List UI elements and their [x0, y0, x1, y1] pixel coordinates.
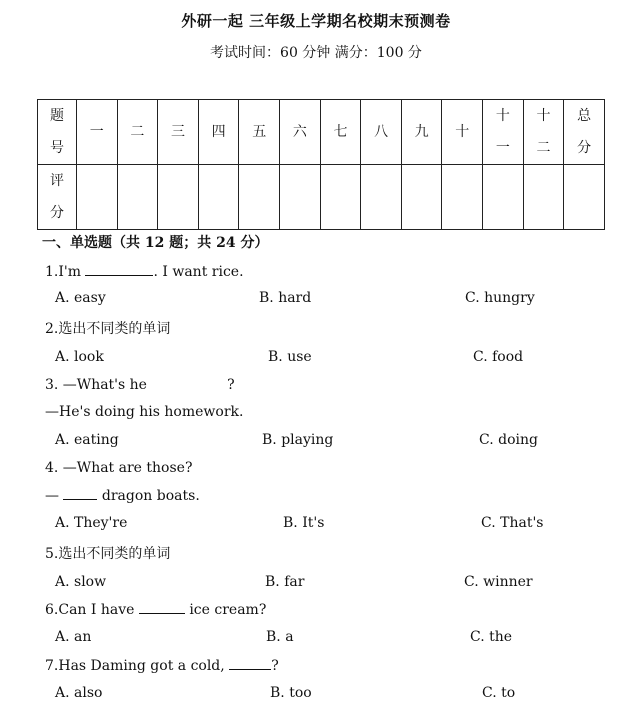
question-6-option-c[interactable]: C. the	[470, 629, 513, 645]
question-1-option-b[interactable]: B. hard	[259, 290, 312, 306]
section-heading: 一、单选题（共 12 题；共 24 分）	[42, 235, 269, 251]
question-7-option-c[interactable]: C. to	[482, 685, 516, 701]
column-header: 六	[280, 100, 321, 165]
question-5-prompt: 5.选出不同类的单词	[45, 546, 171, 562]
score-cell[interactable]	[280, 165, 321, 230]
score-cell[interactable]	[239, 165, 280, 230]
score-cell[interactable]	[401, 165, 442, 230]
question-text: 1.I'm	[45, 264, 82, 280]
question-3-option-b[interactable]: B. playing	[262, 432, 334, 448]
column-header: 三	[158, 100, 199, 165]
question-1-option-c[interactable]: C. hungry	[465, 290, 535, 306]
row-label-score	[38, 165, 77, 230]
question-5-option-c[interactable]: C. winner	[464, 574, 533, 590]
question-4-prompt: 4. —What are those?	[45, 460, 193, 476]
score-cell[interactable]	[483, 165, 524, 230]
question-5-option-a[interactable]: A. slow	[55, 574, 107, 590]
question-6-option-a[interactable]: A. an	[55, 629, 92, 645]
question-4-option-b[interactable]: B. It's	[283, 515, 325, 531]
question-7-option-b[interactable]: B. too	[270, 685, 312, 701]
score-table-score-row	[38, 165, 605, 230]
column-header: 九	[401, 100, 442, 165]
score-cell[interactable]	[320, 165, 361, 230]
column-header: 八	[361, 100, 402, 165]
question-2-option-b[interactable]: B. use	[268, 349, 312, 365]
score-cell[interactable]	[158, 165, 199, 230]
score-cell[interactable]	[198, 165, 239, 230]
column-header: 五	[239, 100, 280, 165]
question-3-prompt: 3. —What's he ?	[45, 377, 235, 393]
column-header-char: 分	[577, 140, 592, 156]
score-table	[37, 99, 605, 230]
score-table-header-row	[38, 100, 605, 165]
answer-blank[interactable]	[139, 601, 185, 614]
question-7-option-a[interactable]: A. also	[55, 685, 103, 701]
column-header	[523, 100, 564, 165]
question-text: —	[45, 488, 59, 504]
question-3-option-c[interactable]: C. doing	[479, 432, 538, 448]
column-header-total	[564, 100, 605, 165]
score-cell[interactable]	[361, 165, 402, 230]
question-2-option-c[interactable]: C. food	[473, 349, 524, 365]
answer-blank[interactable]	[229, 657, 271, 670]
score-cell[interactable]	[442, 165, 483, 230]
column-header-char: 十	[536, 108, 551, 124]
question-3-answer-line: —He's doing his homework.	[45, 404, 244, 420]
question-4-answer-line	[45, 487, 200, 504]
question-5-option-b[interactable]: B. far	[265, 574, 305, 590]
column-header: 二	[117, 100, 158, 165]
column-header-char: 总	[577, 108, 592, 124]
answer-blank[interactable]	[63, 487, 97, 500]
question-2-option-a[interactable]: A. look	[55, 349, 104, 365]
column-header	[483, 100, 524, 165]
row-label-char: 评	[50, 173, 64, 189]
question-3-option-a[interactable]: A. eating	[55, 432, 119, 448]
row-label-char: 分	[50, 205, 64, 221]
column-header-char: 一	[495, 140, 510, 156]
score-cell-total[interactable]	[564, 165, 605, 230]
question-7-prompt	[45, 657, 279, 674]
column-header: 十	[442, 100, 483, 165]
answer-blank[interactable]	[85, 263, 153, 276]
question-text: 7.Has Daming got a cold,	[45, 658, 225, 674]
score-cell[interactable]	[523, 165, 564, 230]
question-text: ice cream?	[189, 602, 267, 618]
row-label-char: 号	[50, 140, 64, 156]
column-header: 一	[77, 100, 118, 165]
exam-subtitle: 考试时间：60 分钟 满分：100 分	[210, 45, 422, 61]
exam-title: 外研一起 三年级上学期名校期末预测卷	[181, 12, 451, 30]
question-6-option-b[interactable]: B. a	[266, 629, 294, 645]
score-cell[interactable]	[77, 165, 118, 230]
question-text: ?	[271, 658, 279, 674]
question-1-prompt	[45, 263, 244, 280]
column-header: 七	[320, 100, 361, 165]
question-4-option-c[interactable]: C. That's	[481, 515, 544, 531]
question-2-prompt: 2.选出不同类的单词	[45, 321, 171, 337]
score-cell[interactable]	[117, 165, 158, 230]
question-6-prompt	[45, 601, 266, 618]
question-4-option-a[interactable]: A. They're	[55, 515, 128, 531]
column-header-char: 二	[536, 140, 551, 156]
row-label-char: 题	[50, 108, 64, 124]
question-text: . I want rice.	[153, 264, 244, 280]
row-label-question-number	[38, 100, 77, 165]
question-text: dragon boats.	[101, 488, 200, 504]
column-header-char: 十	[495, 108, 510, 124]
column-header: 四	[198, 100, 239, 165]
question-1-option-a[interactable]: A. easy	[55, 290, 106, 306]
question-text: 6.Can I have	[45, 602, 135, 618]
